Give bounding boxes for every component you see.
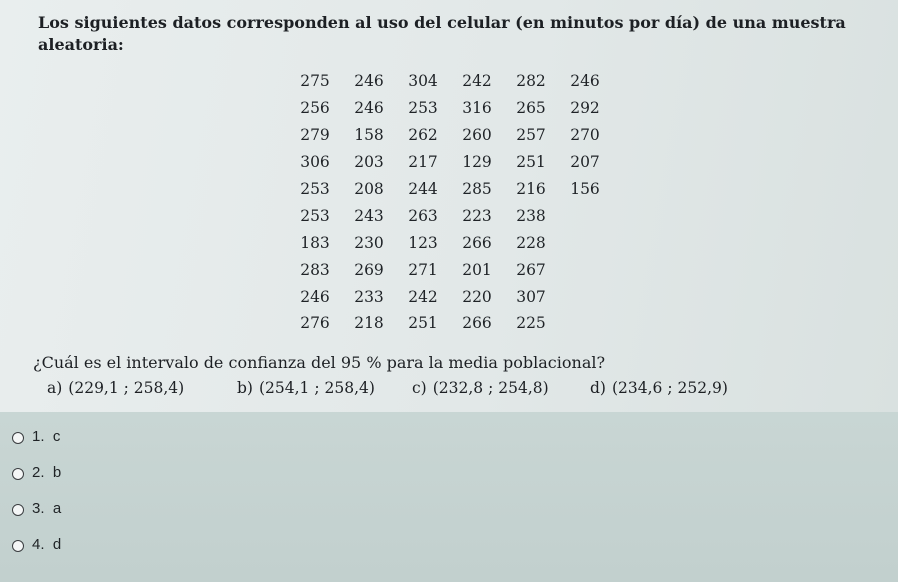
data-cell	[558, 283, 612, 310]
data-cell: 253	[300, 180, 330, 198]
data-cell: 203	[354, 153, 384, 172]
choice-list	[12, 420, 412, 564]
data-cell: 220	[462, 287, 492, 306]
question-text: ¿Cuál es el intervalo de confianza del 95 % para la media poblacional?	[33, 353, 606, 372]
data-cell: 223	[462, 206, 492, 225]
data-cell: 251	[516, 153, 546, 172]
data-cell: 253	[300, 206, 330, 225]
data-cell: 246	[570, 72, 600, 91]
radio-button[interactable]	[12, 468, 24, 480]
choice-label[interactable]: 3. a	[32, 500, 62, 517]
option-value: (232,8 ; 254,8)	[432, 379, 549, 397]
data-cell: 266	[462, 314, 492, 333]
data-cell: 304	[408, 72, 438, 91]
data-row	[288, 68, 612, 95]
answer-options	[47, 379, 728, 397]
data-cell: 225	[516, 314, 546, 333]
data-cell: 292	[570, 99, 600, 118]
data-cell: 233	[354, 287, 384, 306]
radio-button[interactable]	[12, 432, 24, 444]
data-cell: 265	[516, 99, 546, 118]
answer-option-c	[412, 379, 590, 397]
data-cell: 282	[516, 72, 546, 91]
data-cell: 246	[354, 99, 384, 118]
radio-button[interactable]	[12, 504, 24, 516]
data-cell	[558, 202, 612, 229]
data-cell	[558, 229, 612, 256]
data-cell: 230	[354, 233, 384, 252]
choice-option-1[interactable]	[12, 420, 412, 456]
option-letter: a)	[47, 379, 63, 397]
data-cell: 260	[462, 126, 492, 145]
data-cell: 238	[516, 206, 546, 225]
data-cell: 253	[408, 99, 438, 118]
choice-label[interactable]: 1. c	[32, 428, 61, 445]
data-cell: 217	[408, 153, 438, 172]
data-row	[288, 202, 612, 229]
choice-option-2[interactable]	[12, 456, 412, 492]
data-cell: 256	[300, 99, 330, 118]
choice-option-3[interactable]	[12, 492, 412, 528]
data-cell: 275	[300, 72, 330, 91]
data-cell: 123	[408, 233, 438, 252]
data-cell: 307	[516, 287, 546, 306]
data-cell: 270	[570, 126, 600, 145]
data-cell: 228	[516, 233, 546, 252]
data-cell: 276	[300, 314, 330, 333]
data-cell: 244	[408, 180, 438, 198]
data-cell: 271	[408, 260, 438, 279]
answer-option-b	[237, 379, 412, 397]
data-cell: 183	[300, 233, 330, 252]
data-row	[288, 256, 612, 283]
data-row	[288, 310, 612, 337]
data-cell: 246	[354, 72, 384, 91]
data-cell: 285	[462, 180, 492, 198]
answer-option-a	[47, 379, 237, 397]
data-row	[288, 176, 612, 203]
data-cell: 216	[516, 180, 546, 198]
data-cell: 251	[408, 314, 438, 333]
data-cell: 316	[462, 99, 492, 118]
data-cell: 267	[516, 260, 546, 279]
data-row	[288, 283, 612, 310]
option-value: (234,6 ; 252,9)	[611, 379, 728, 397]
radio-button[interactable]	[12, 540, 24, 552]
data-row	[288, 122, 612, 149]
data-cell: 266	[462, 233, 492, 252]
choice-option-4[interactable]	[12, 528, 412, 564]
data-cell: 257	[516, 126, 546, 145]
data-table	[288, 68, 612, 337]
data-cell: 208	[354, 180, 384, 198]
answer-option-d	[590, 379, 728, 397]
choice-label[interactable]: 4. d	[32, 536, 62, 553]
data-cell: 279	[300, 126, 330, 145]
data-cell: 306	[300, 153, 330, 172]
data-cell: 263	[408, 206, 438, 225]
data-cell: 158	[354, 126, 384, 145]
data-cell: 269	[354, 260, 384, 279]
data-cell	[558, 256, 612, 283]
data-cell: 262	[408, 126, 438, 145]
data-cell: 243	[354, 206, 384, 225]
option-letter: b)	[237, 379, 253, 397]
data-cell: 242	[408, 287, 438, 306]
option-value: (229,1 ; 258,4)	[68, 379, 185, 397]
data-row	[288, 95, 612, 122]
data-cell: 201	[462, 260, 492, 279]
data-row	[288, 149, 612, 176]
data-cell: 242	[462, 72, 492, 91]
question-intro: Los siguientes datos corresponden al uso del celular (en minutos por día) de una muestra aleatoria:	[38, 13, 846, 54]
option-value: (254,1 ; 258,4)	[258, 379, 375, 397]
data-cell: 207	[570, 153, 600, 172]
option-letter: d)	[590, 379, 606, 397]
option-letter: c)	[412, 379, 427, 397]
data-cell: 283	[300, 260, 330, 279]
choice-label[interactable]: 2. b	[32, 464, 62, 481]
data-cell: 129	[462, 153, 492, 172]
data-cell: 246	[300, 287, 330, 306]
data-cell: 156	[570, 180, 600, 198]
data-row	[288, 229, 612, 256]
data-cell: 218	[354, 314, 384, 333]
data-cell	[558, 310, 612, 337]
